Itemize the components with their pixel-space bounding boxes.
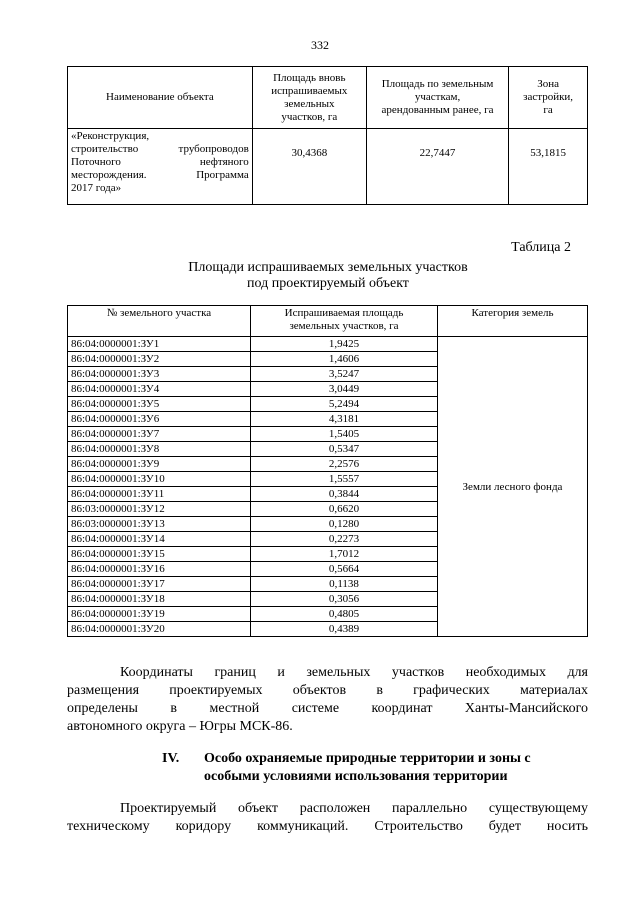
table-row <box>68 337 588 352</box>
section-number: IV. <box>162 751 180 766</box>
header-plot-number: № земельного участка <box>68 306 251 337</box>
table-title <box>0 260 640 292</box>
text-line: Координаты границ и земельных участков необходимых для <box>120 665 588 680</box>
header-land-category: Категория земель <box>438 306 588 337</box>
plot-number-cell: 86:04:0000001:ЗУ9 <box>68 457 251 472</box>
plot-number-cell: 86:04:0000001:ЗУ7 <box>68 427 251 442</box>
text-line: «Реконструкция, <box>71 130 150 142</box>
header-build-zone <box>509 67 588 129</box>
land-plots-table <box>67 305 588 637</box>
text-line: строительство трубопроводов <box>71 143 249 155</box>
text-line: Проектируемый объект расположен параллельно существующему <box>120 801 588 816</box>
text-line: размещения проектируемых объектов в графических материалах <box>67 683 588 698</box>
plot-area-cell: 0,3056 <box>251 592 438 607</box>
plot-area-cell: 3,0449 <box>251 382 438 397</box>
plot-area-cell: 0,2273 <box>251 532 438 547</box>
plot-number-cell: 86:04:0000001:ЗУ5 <box>68 397 251 412</box>
plot-area-cell: 0,4389 <box>251 622 438 637</box>
plot-area-cell: 0,4805 <box>251 607 438 622</box>
plot-number-cell: 86:04:0000001:ЗУ18 <box>68 592 251 607</box>
plot-area-cell: 0,1280 <box>251 517 438 532</box>
section-title-line: Особо охраняемые природные территории и зоны с <box>204 751 531 766</box>
land-category-cell: Земли лесного фонда <box>438 337 588 637</box>
plot-number-cell: 86:04:0000001:ЗУ16 <box>68 562 251 577</box>
text-line: техническому коридору коммуникаций. Строительство будет носить <box>67 819 588 834</box>
plot-area-cell: 0,5664 <box>251 562 438 577</box>
plot-area-cell: 1,9425 <box>251 337 438 352</box>
plot-number-cell: 86:04:0000001:ЗУ2 <box>68 352 251 367</box>
plot-number-cell: 86:04:0000001:ЗУ15 <box>68 547 251 562</box>
object-name-cell <box>68 129 253 205</box>
header-leased-area <box>366 67 508 129</box>
plot-number-cell: 86:04:0000001:ЗУ14 <box>68 532 251 547</box>
plot-number-cell: 86:04:0000001:ЗУ1 <box>68 337 251 352</box>
plot-number-cell: 86:04:0000001:ЗУ4 <box>68 382 251 397</box>
plot-number-cell: 86:04:0000001:ЗУ6 <box>68 412 251 427</box>
plot-number-cell: 86:04:0000001:ЗУ3 <box>68 367 251 382</box>
plot-number-cell: 86:04:0000001:ЗУ10 <box>68 472 251 487</box>
plot-area-cell: 4,3181 <box>251 412 438 427</box>
page-number: 332 <box>311 38 329 52</box>
header-line: испрашиваемых <box>271 84 348 97</box>
plot-area-cell: 2,2576 <box>251 457 438 472</box>
text-line: месторождения. Программа <box>71 169 249 181</box>
header-new-area <box>252 67 366 129</box>
header-line: га <box>543 104 553 116</box>
plot-area-cell: 0,5347 <box>251 442 438 457</box>
build-zone-cell: 53,1815 <box>509 129 588 205</box>
header-line: Площадь по земельным <box>381 78 494 90</box>
header-requested-area <box>251 306 438 337</box>
plot-area-cell: 5,2494 <box>251 397 438 412</box>
plot-area-cell: 0,1138 <box>251 577 438 592</box>
header-line: участкам, <box>414 91 461 103</box>
plot-number-cell: 86:04:0000001:ЗУ20 <box>68 622 251 637</box>
location-paragraph <box>67 800 588 836</box>
plot-area-cell: 1,5405 <box>251 427 438 442</box>
header-line: участков, га <box>281 110 338 123</box>
project-area-table <box>67 66 588 205</box>
land-plots-body <box>68 337 588 637</box>
text-line: определены в местной системе координат Ханты-Мансийского <box>67 701 588 716</box>
plot-number-cell: 86:04:0000001:ЗУ19 <box>68 607 251 622</box>
plot-area-cell: 1,5557 <box>251 472 438 487</box>
text-line: Поточного нефтяного <box>71 156 249 168</box>
header-line: Испрашиваемая площадь <box>284 307 404 319</box>
header-line: застройки, <box>523 91 574 103</box>
table-title-line: под проектируемый объект <box>247 276 409 291</box>
header-line: земельных участков, га <box>289 320 399 332</box>
header-line: арендованным ранее, га <box>381 104 494 116</box>
new-area-cell: 30,4368 <box>252 129 366 205</box>
header-line: земельных <box>284 97 335 110</box>
plot-number-cell: 86:04:0000001:ЗУ17 <box>68 577 251 592</box>
plot-number-cell: 86:04:0000001:ЗУ11 <box>68 487 251 502</box>
table-title-line: Площади испрашиваемых земельных участков <box>188 260 468 275</box>
plot-number-cell: 86:04:0000001:ЗУ8 <box>68 442 251 457</box>
coordinates-paragraph <box>67 664 588 736</box>
plot-number-cell: 86:03:0000001:ЗУ13 <box>68 517 251 532</box>
plot-number-cell: 86:03:0000001:ЗУ12 <box>68 502 251 517</box>
section-title-line: особыми условиями использования территории <box>204 769 508 784</box>
table-header-row <box>68 306 588 337</box>
plot-area-cell: 1,7012 <box>251 547 438 562</box>
text-line: автономного округа – Югры МСК-86. <box>67 719 293 734</box>
plot-area-cell: 1,4606 <box>251 352 438 367</box>
leased-area-cell: 22,7447 <box>366 129 508 205</box>
plot-area-cell: 0,6620 <box>251 502 438 517</box>
plot-area-cell: 3,5247 <box>251 367 438 382</box>
plot-area-cell: 0,3844 <box>251 487 438 502</box>
table-header-row <box>68 67 588 129</box>
header-line: Площадь вновь <box>273 71 346 84</box>
text-line: 2017 года» <box>71 182 122 194</box>
table-number: Таблица 2 <box>511 240 571 255</box>
section-heading <box>162 750 582 786</box>
table-row <box>68 129 588 205</box>
header-line: Зона <box>537 78 559 90</box>
header-object-name: Наименование объекта <box>68 67 253 129</box>
